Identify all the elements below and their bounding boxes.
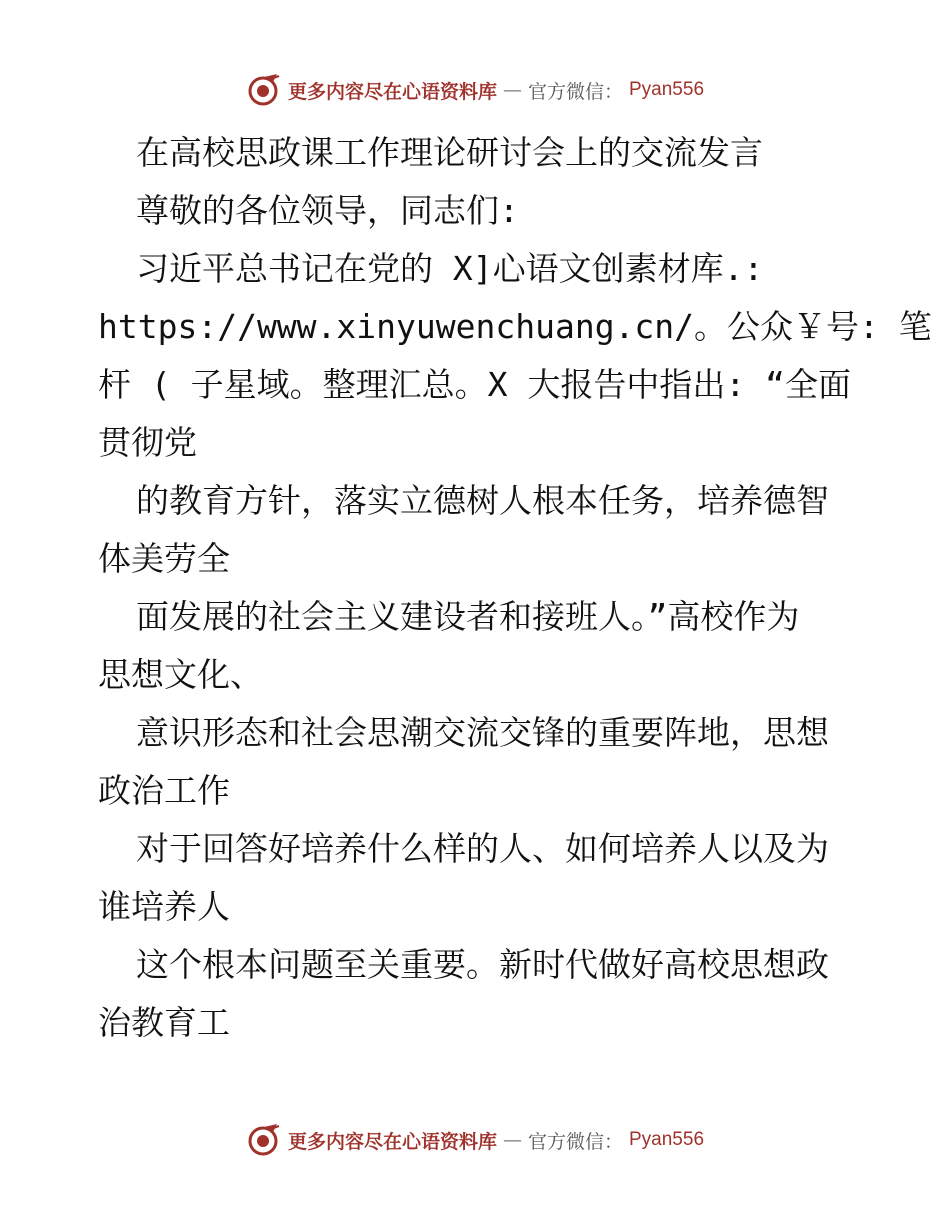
header-wechat-label: 官方微信： [527,80,623,103]
paragraph-line: 杆 ( 子星域。整理汇总。X 大报告中指出: “全面 [98,365,851,404]
paragraph-line: 对于回答好培养什么样的人、如何培养人以及为 [136,829,829,868]
paragraph-line: 这个根本问题至关重要。新时代做好高校思想政 [136,945,829,984]
paragraph-line: 面发展的社会主义建设者和接班人。”高校作为 [136,597,800,636]
header-banner-content [246,72,704,108]
paragraph-line: 的教育方针，落实立德树人根本任务，培养德智 [136,481,829,520]
pen-circle-logo-icon [246,72,282,108]
footer-banner [0,1120,950,1160]
header-banner [0,70,950,110]
footer-wechat-id: Pyan556 [629,1129,705,1150]
paragraph-line: 贯彻党 [98,423,197,462]
footer-wechat-label: 官方微信： [527,1130,623,1153]
footer-site-text: 更多内容尽在心语资料库 [287,1130,497,1153]
header-wechat-id: Pyan556 [629,79,705,100]
paragraph-line: 谁培养人 [98,887,230,926]
paragraph-line: 体美劳全 [98,539,230,578]
document-title: 在高校思政课工作理论研讨会上的交流发言 [136,133,763,172]
pen-circle-logo-icon [246,1122,282,1158]
paragraph-line: 治教育工 [98,1003,230,1042]
paragraph-line: 政治工作 [98,771,230,810]
paragraph-line: 习近平总书记在党的 X]心语文创素材库.: [136,249,764,288]
paragraph-line: 思想文化、 [98,655,263,694]
document-body [98,124,932,1052]
footer-separator: — [502,1129,522,1151]
header-site-text: 更多内容尽在心语资料库 [287,80,497,103]
header-separator: — [502,79,522,101]
footer-banner-content [246,1122,704,1158]
salutation-line: 尊敬的各位领导，同志们: [136,191,519,230]
paragraph-line: 意识形态和社会思潮交流交锋的重要阵地，思想 [136,713,829,752]
paragraph-line: https://www.xinyuwenchuang.cn/。公众￥号: 笔 [98,307,932,346]
